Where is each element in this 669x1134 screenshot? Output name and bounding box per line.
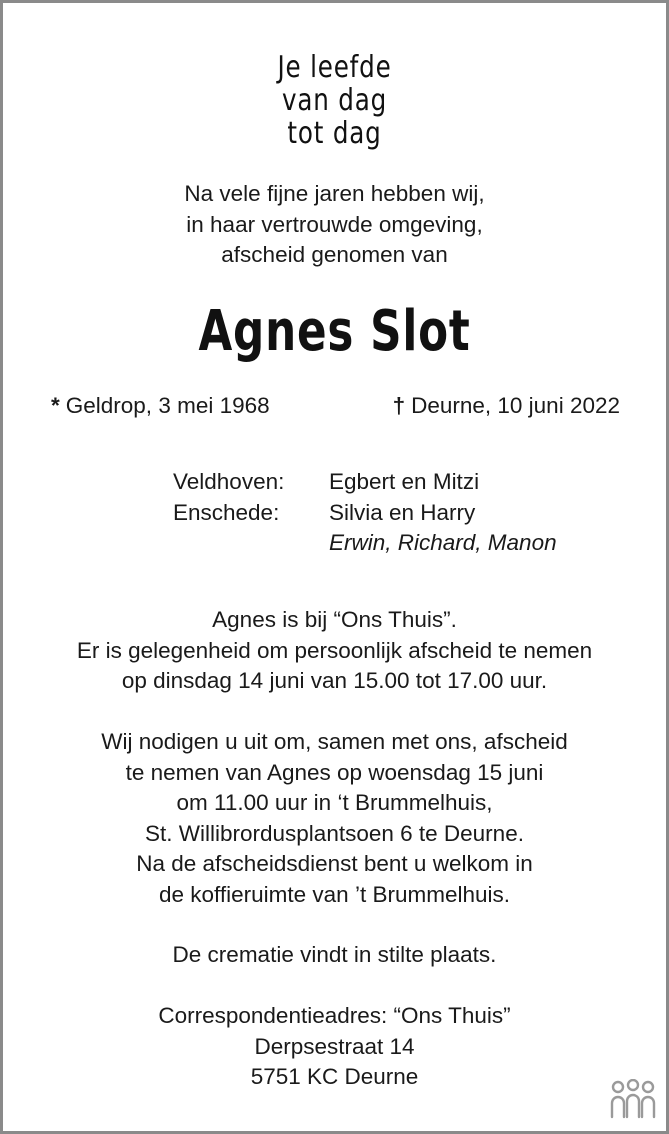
service-line: te nemen van Agnes op woensdag 15 juni	[125, 759, 544, 785]
family-row	[173, 467, 557, 498]
visit-line: op dinsdag 14 juni van 15.00 tot 17.00 uur.	[121, 668, 548, 693]
service-line: om 11.00 uur in ‘t Brummelhuis,	[176, 790, 493, 815]
service-line: de koffieruimte van ’t Brummelhuis.	[159, 881, 510, 907]
death-symbol: †	[392, 393, 406, 418]
motto-line: van dag	[281, 83, 388, 118]
intro-line: Na vele fijne jaren hebben wij,	[184, 181, 485, 206]
motto-line: tot dag	[287, 116, 382, 151]
motto-line: Je leefde	[277, 50, 392, 85]
birth-symbol: *	[51, 393, 60, 418]
family-names: Silvia en Harry	[329, 499, 476, 525]
intro-text	[3, 179, 666, 271]
visit-info	[3, 605, 666, 697]
visit-line: Agnes is bij “Ons Thuis”.	[212, 607, 457, 632]
people-group-icon	[608, 1079, 658, 1121]
address-line: Derpsestraat 14	[254, 1033, 415, 1059]
birth-text: Geldrop, 3 mei 1968	[65, 393, 270, 418]
family-list	[173, 467, 557, 559]
family-place	[173, 528, 329, 559]
death-date	[393, 391, 620, 421]
visit-line: Er is gelegenheid om persoonlijk afscheid te nemen	[76, 637, 593, 663]
address-line: Correspondentieadres: “Ons Thuis”	[158, 1003, 511, 1028]
motto	[63, 51, 607, 150]
service-line: Na de afscheidsdienst bent u welkom in	[136, 851, 533, 876]
birth-date	[51, 391, 270, 421]
death-text: Deurne, 10 juni 2022	[411, 393, 620, 418]
grandchildren-names: Erwin, Richard, Manon	[329, 530, 557, 555]
service-info	[3, 727, 666, 910]
cremation-note: De crematie vindt in stilte plaats.	[172, 942, 497, 967]
deceased-name: Agnes Slot	[198, 299, 471, 364]
address-line: 5751 KC Deurne	[250, 1064, 419, 1089]
correspondence-address	[3, 1001, 666, 1093]
family-names: Egbert en Mitzi	[329, 469, 480, 494]
service-line: Wij nodigen u uit om, samen met ons, afscheid	[101, 729, 568, 754]
family-place: Veldhoven:	[173, 469, 285, 494]
service-line: St. Willibrordusplantsoen 6 te Deurne.	[145, 820, 524, 846]
intro-line: in haar vertrouwde omgeving,	[186, 211, 483, 237]
intro-line: afscheid genomen van	[221, 242, 448, 267]
family-row	[173, 498, 557, 529]
family-place: Enschede:	[173, 499, 280, 525]
family-row	[173, 528, 557, 559]
